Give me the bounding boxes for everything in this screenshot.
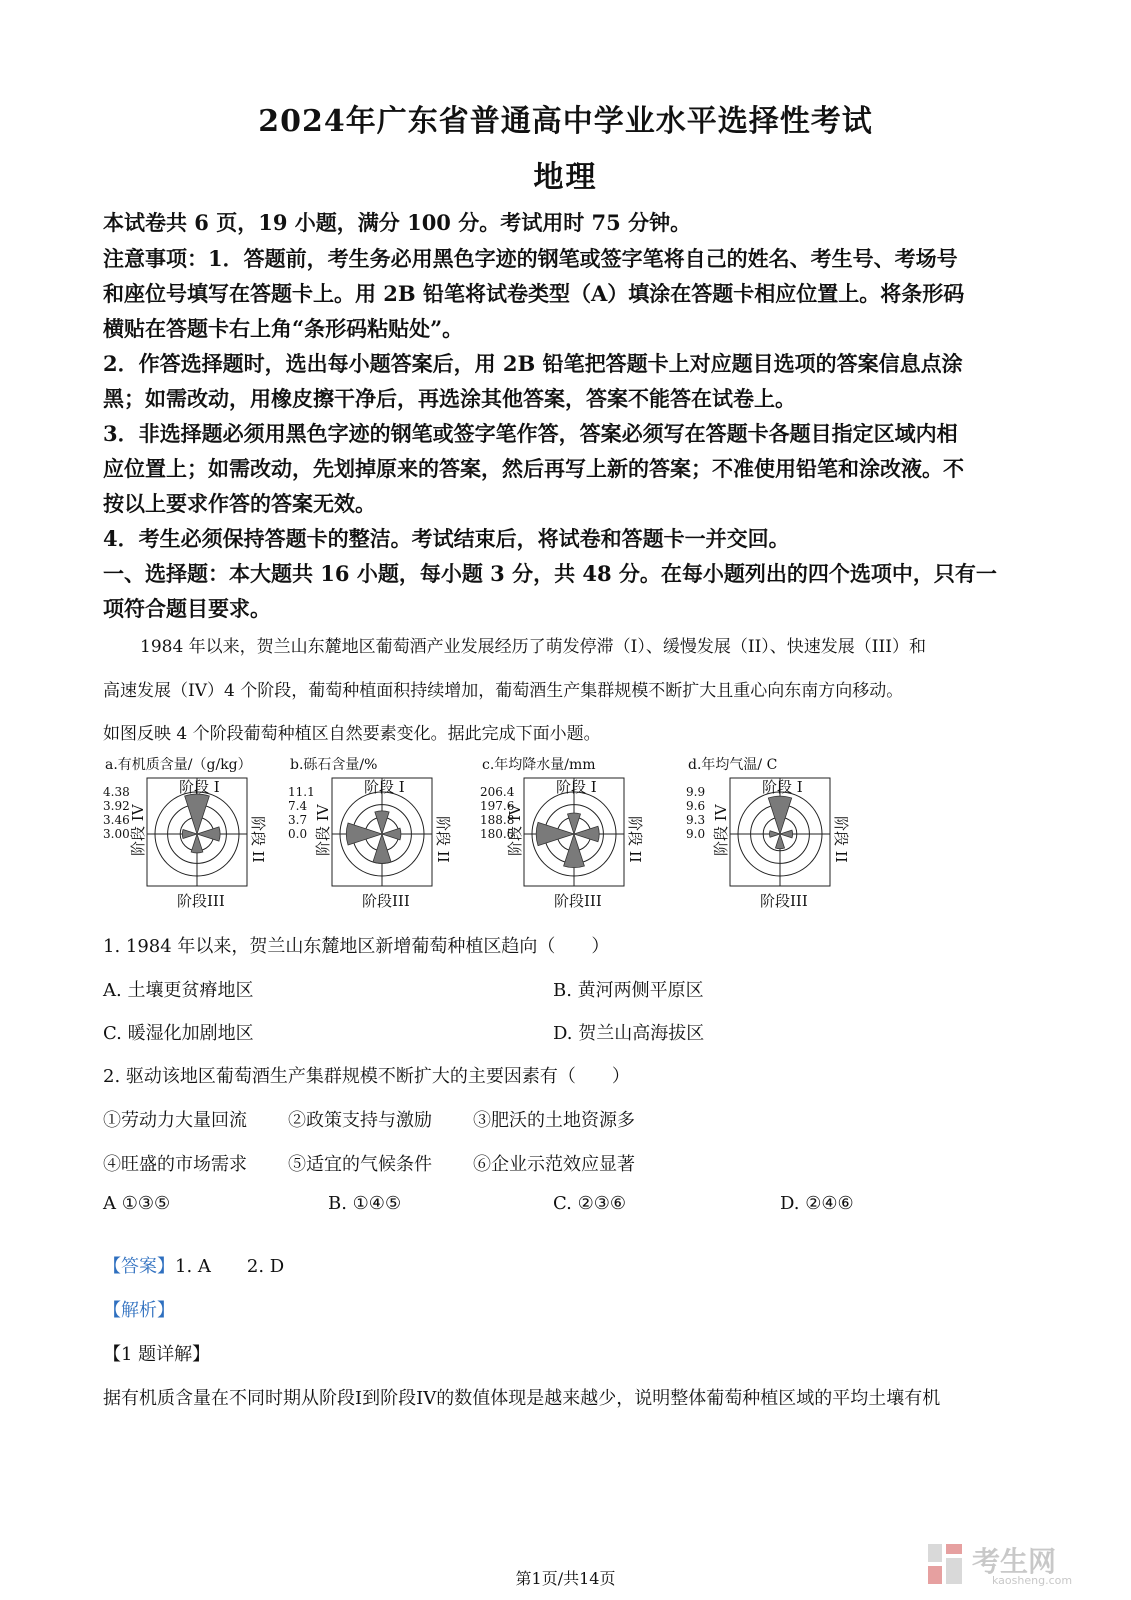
notice-1c: 横贴在答题卡右上角“条形码粘贴处”。: [103, 316, 464, 341]
chart-petal: [536, 822, 574, 845]
stage-label-right: 阶段 II: [626, 816, 644, 863]
q2-factor-2: ②政策支持与激励: [288, 1110, 432, 1131]
chart-petal: [564, 834, 585, 868]
passage-line-2: 高速发展（IV）4 个阶段，葡萄种植面积持续增加，葡萄酒生产集群规模不断扩大且重心向东南方向移动。: [103, 681, 904, 701]
answer-text: 1. A 2. D: [175, 1256, 285, 1277]
q2-factor-5: ⑤适宜的气候条件: [288, 1154, 432, 1175]
q2-factor-6: ⑥企业示范效应显著: [473, 1154, 635, 1175]
chart-petal: [197, 827, 220, 841]
notice-1a: 注意事项：1．答题前，考生务必用黑色字迹的钢笔或签字笔将自己的姓名、考生号、考场号: [103, 246, 958, 271]
q2-option-a: A ①③⑤: [103, 1193, 171, 1214]
notice-3a: 3．非选择题必须用黑色字迹的钢笔或签字笔作答，答案必须写在答题卡各题目指定区域内相: [103, 421, 958, 446]
q1-stem: 1. 1984 年以来，贺兰山东麓地区新增葡萄种植区趋向（ ）: [103, 936, 610, 957]
chart-tick-label: 9.0: [686, 827, 706, 841]
passage-line-3: 如图反映 4 个阶段葡萄种植区自然要素变化。据此完成下面小题。: [103, 724, 601, 744]
intro-line: 本试卷共 6 页，19 小题，满分 100 分。考试用时 75 分钟。: [103, 210, 692, 235]
q1-option-c: C. 暖湿化加剧地区: [103, 1023, 254, 1044]
page-number: 第1页/共14页: [515, 1569, 616, 1588]
stage-label-right: 阶段 II: [249, 816, 267, 863]
radar-charts-svg: [0, 750, 1131, 930]
q2-stem: 2. 驱动该地区葡萄酒生产集群规模不断扩大的主要因素有（ ）: [103, 1066, 630, 1087]
q2-factor-3: ③肥沃的土地资源多: [473, 1110, 635, 1131]
chart-title: c.年均降水量/mm: [482, 757, 596, 773]
q2-option-c: C. ②③⑥: [553, 1193, 626, 1214]
q1-option-d: D. 贺兰山高海拔区: [553, 1023, 705, 1044]
stage-label-left: 阶段 IV: [712, 804, 730, 856]
chart-tick-label: 11.1: [288, 785, 315, 799]
stage-label-top: 阶段 I: [179, 778, 220, 796]
radar-chart-3: [480, 756, 644, 910]
stage-label-bottom: 阶段III: [554, 892, 602, 910]
stage-label-top: 阶段 I: [364, 778, 405, 796]
chart-tick-label: 9.6: [686, 799, 706, 813]
chart-petal: [373, 834, 391, 863]
chart-tick-label: 180.0: [480, 827, 515, 841]
chart-tick-label: 197.6: [480, 799, 515, 813]
section-heading-b: 项符合题目要求。: [103, 596, 271, 621]
chart-tick-label: 7.4: [288, 799, 308, 813]
chart-petal: [182, 829, 197, 838]
chart-tick-label: 0.0: [288, 827, 308, 841]
notice-2b: 黑；如需改动，用橡皮擦干净后，再选涂其他答案，答案不能答在试卷上。: [103, 386, 796, 411]
stage-label-left: 阶段 IV: [129, 804, 147, 856]
chart-petal: [185, 794, 210, 834]
chart-tick-label: 3.46: [103, 813, 130, 827]
detail-heading: 【1 题详解】: [103, 1344, 211, 1365]
notice-1b: 和座位号填写在答题卡上。用 2B 铅笔将试卷类型（A）填涂在答题卡相应位置上。将条形码: [103, 281, 965, 306]
q2-factor-4: ④旺盛的市场需求: [103, 1154, 247, 1175]
analysis-body: 据有机质含量在不同时期从阶段I到阶段IV的数值体现是越来越少，说明整体葡萄种植区域的平均土壤有机: [103, 1388, 941, 1409]
chart-title: d.年均气温/ C: [688, 757, 778, 773]
chart-tick-label: 9.3: [686, 813, 706, 827]
watermark-url: kaosheng.com: [992, 1574, 1073, 1587]
chart-petal: [574, 826, 599, 842]
q2-factor-1: ①劳动力大量回流: [103, 1110, 247, 1131]
subject-title: 地理: [533, 160, 598, 195]
stage-label-bottom: 阶段III: [362, 892, 410, 910]
stage-label-left: 阶段 IV: [314, 804, 332, 856]
stage-label-top: 阶段 I: [556, 778, 597, 796]
chart-tick-label: 9.9: [686, 785, 706, 799]
chart-petal: [775, 834, 784, 849]
section-heading-a: 一、选择题：本大题共 16 小题，每小题 3 分，共 48 分。在每小题列出的四个选项中，只有一: [103, 561, 997, 586]
exam-title: 2024年广东省普通高中学业水平选择性考试: [258, 104, 873, 139]
chart-tick-label: 3.7: [288, 813, 308, 827]
chart-petal: [568, 813, 581, 834]
chart-petal: [768, 796, 791, 834]
analysis-label: 【解析】: [103, 1300, 175, 1321]
site-watermark: [926, 1540, 1106, 1592]
answer-label: 【答案】: [103, 1256, 175, 1277]
passage-line-1: 1984 年以来，贺兰山东麓地区葡萄酒产业发展经历了萌发停滞（I）、缓慢发展（II）、快速发展（III）和: [140, 637, 926, 657]
notice-4: 4．考生必须保持答题卡的整洁。考试结束后，将试卷和答题卡一并交回。: [103, 526, 790, 551]
chart-tick-label: 3.00: [103, 827, 130, 841]
chart-title: a.有机质含量/（g/kg）: [105, 757, 252, 773]
radar-chart-2: [288, 757, 452, 910]
q1-option-a: A. 土壤更贫瘠地区: [103, 980, 254, 1001]
chart-tick-label: 206.4: [480, 785, 515, 799]
chart-petal: [382, 828, 401, 840]
notice-3b: 应位置上；如需改动，先划掉原来的答案，然后再写上新的答案；不准使用铅笔和涂改液。不: [103, 456, 964, 481]
notice-3c: 按以上要求作答的答案无效。: [103, 491, 376, 516]
chart-tick-label: 3.92: [103, 799, 130, 813]
chart-tick-label: 188.8: [480, 813, 515, 827]
chart-petal: [346, 823, 382, 845]
answer-line: [103, 1252, 284, 1278]
q1-option-b: B. 黄河两侧平原区: [553, 980, 704, 1001]
notice-2a: 2．作答选择题时，选出每小题答案后，用 2B 铅笔把答题卡上对应题目选项的答案信息点涂: [103, 351, 963, 376]
chart-title: b.砾石含量/%: [290, 757, 378, 773]
chart-petal: [191, 834, 203, 853]
q2-option-b: B. ①④⑤: [328, 1193, 402, 1214]
chart-petal: [780, 830, 793, 838]
chart-tick-label: 4.38: [103, 785, 130, 799]
watermark-text: 考生网: [972, 1545, 1057, 1578]
chart-petal: [375, 811, 389, 834]
stage-label-top: 阶段 I: [762, 778, 803, 796]
watermark-logo-icon: [926, 1542, 966, 1586]
q2-option-d: D. ②④⑥: [780, 1193, 854, 1214]
stage-label-right: 阶段 II: [434, 816, 452, 863]
stage-label-right: 阶段 II: [832, 816, 850, 863]
stage-label-left: 阶段 IV: [506, 804, 524, 856]
radar-chart-4: [686, 756, 850, 910]
stage-label-bottom: 阶段III: [177, 892, 225, 910]
stage-label-bottom: 阶段III: [760, 892, 808, 910]
chart-petal: [770, 831, 781, 837]
radar-chart-1: [103, 756, 267, 910]
